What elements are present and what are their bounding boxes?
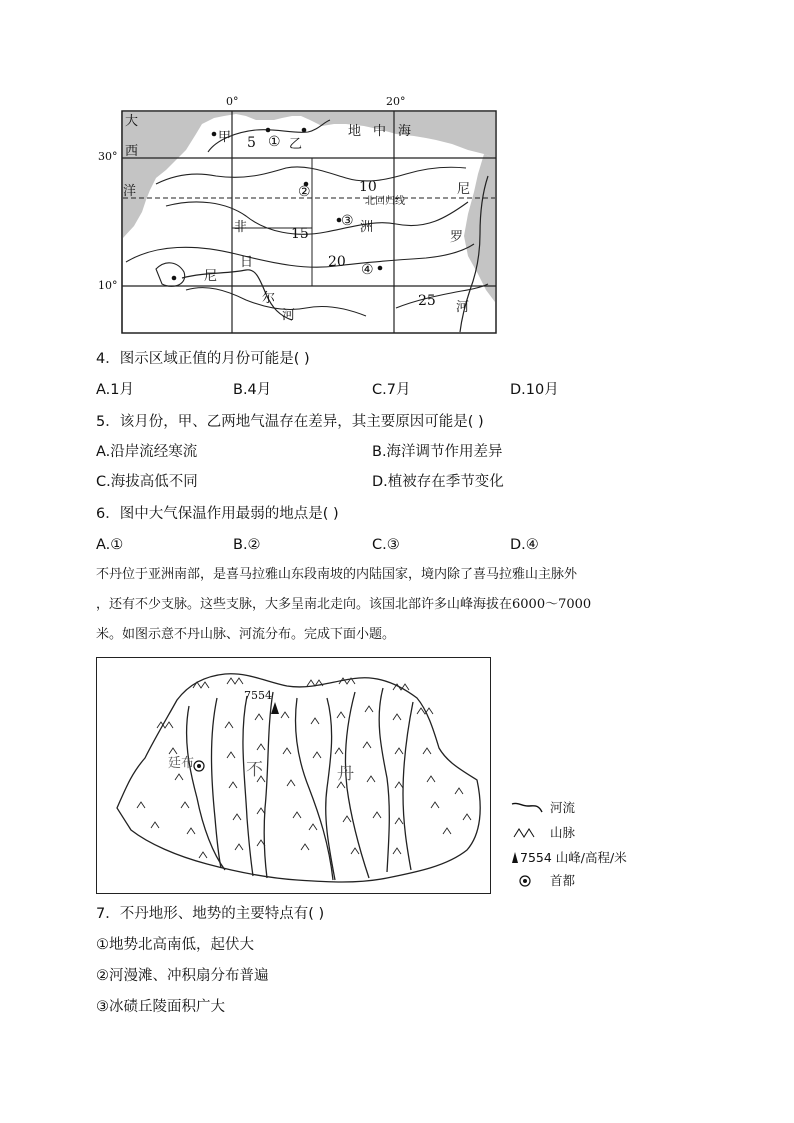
isotherm-label-20: 20: [328, 254, 346, 270]
point-jia: [212, 132, 217, 137]
label-niger-4: 河: [282, 308, 296, 323]
isotherm-map-svg: [96, 94, 506, 336]
isotherm-label-5: 5: [247, 135, 256, 151]
isotherm-label-10: 10: [359, 179, 377, 195]
question-7-item-3: ③冰碛丘陵面积广大: [96, 999, 225, 1015]
capital-label: 廷布: [168, 756, 195, 771]
question-6-stem: 6．图中大气保温作用最弱的地点是( ): [96, 506, 339, 522]
legend-river-label: 河流: [550, 800, 576, 815]
label-tropic: 北回归线: [365, 196, 405, 207]
question-4-option-c[interactable]: C.7月: [372, 382, 411, 398]
legend-mountain-label: 山脉: [550, 825, 576, 840]
label-niger-3: 尔: [262, 291, 276, 306]
passage: [96, 560, 700, 650]
passage-line-1: 不丹位于亚洲南部，是喜马拉雅山东段南坡的内陆国家，境内除了喜马拉雅山主脉外: [96, 567, 578, 582]
label-niger-1: 尼: [204, 269, 218, 284]
question-5-stem: 5．该月份，甲、乙两地气温存在差异，其主要原因可能是( ): [96, 414, 484, 430]
capital-icon: [518, 874, 532, 888]
point-label-2: ②: [298, 184, 311, 200]
label-atlantic-1: 大: [125, 114, 139, 129]
country-label-1: 不: [246, 760, 263, 780]
question-6-option-d[interactable]: D.④: [510, 537, 539, 553]
label-nile-1: 尼: [457, 182, 471, 197]
peak-label: 7554: [244, 689, 272, 702]
lat-label-30: 30°: [98, 150, 118, 163]
label-africa-2: 洲: [360, 220, 374, 235]
country-label-2: 丹: [337, 764, 354, 784]
question-4-option-d[interactable]: D.10月: [510, 382, 559, 398]
lon-label-20: 20°: [386, 95, 406, 108]
passage-line-2: ，还有不少支脉。这些支脉，大多呈南北走向。该国北部许多山峰海拔在6000～7000: [96, 597, 592, 612]
point-4: [378, 266, 383, 271]
question-7-item-2: ②河漫滩、冲积扇分布普遍: [96, 968, 269, 984]
question-6-option-c[interactable]: C.③: [372, 537, 400, 553]
point-label-3: ③: [341, 213, 354, 229]
river-icon: [510, 800, 544, 814]
peak-marker: [271, 702, 279, 714]
question-4-stem: 4．图示区域正值的月份可能是( ): [96, 351, 310, 367]
question-5-option-d[interactable]: D.植被存在季节变化: [372, 474, 504, 490]
point-label-1: ①: [268, 134, 281, 150]
point-yi: [302, 128, 307, 133]
label-med-3: 海: [398, 124, 412, 139]
question-7-item-1: ①地势北高南低，起伏大: [96, 937, 254, 953]
question-5-option-a[interactable]: A.沿岸流经寒流: [96, 444, 198, 460]
isotherm-label-25: 25: [418, 293, 436, 309]
point-label-4: ④: [361, 262, 374, 278]
label-nile-2: 罗: [450, 230, 464, 245]
peak-icon: [510, 850, 520, 864]
question-5-option-c[interactable]: C.海拔高低不同: [96, 474, 198, 490]
question-6-option-a[interactable]: A.①: [96, 537, 124, 553]
label-africa-1: 非: [234, 220, 248, 235]
isotherm-map: [96, 94, 506, 336]
legend-capital-label: 首都: [550, 873, 576, 888]
label-nile-3: 河: [456, 300, 470, 315]
label-atlantic-2: 西: [125, 144, 139, 159]
mountain-icon: [512, 825, 542, 839]
label-niger-2: 日: [240, 255, 254, 270]
question-7-stem: 7．不丹地形、地势的主要特点有( ): [96, 906, 325, 922]
label-atlantic-3: 洋: [123, 184, 137, 199]
rivers: [187, 688, 413, 880]
question-4-option-a[interactable]: A.1月: [96, 382, 134, 398]
legend-peak-label: 7554 山峰/高程/米: [520, 850, 627, 865]
question-4-option-b[interactable]: B.4月: [233, 382, 272, 398]
lat-label-10: 10°: [98, 279, 118, 292]
question-6-option-b[interactable]: B.②: [233, 537, 261, 553]
label-med-1: 地: [348, 124, 362, 139]
passage-line-3: 米。如图示意不丹山脉、河流分布。完成下面小题。: [96, 627, 396, 642]
label-med-2: 中: [373, 124, 387, 139]
bhutan-border: [117, 674, 480, 882]
label-jia: 甲: [218, 130, 232, 145]
label-yi: 乙: [289, 137, 303, 152]
lon-label-0: 0°: [226, 95, 239, 108]
bhutan-map-svg: [97, 658, 489, 892]
isotherm-label-15: 15: [291, 226, 309, 242]
legend: [510, 800, 670, 892]
question-5-option-b[interactable]: B.海洋调节作用差异: [372, 444, 503, 460]
bhutan-map: [96, 657, 491, 894]
